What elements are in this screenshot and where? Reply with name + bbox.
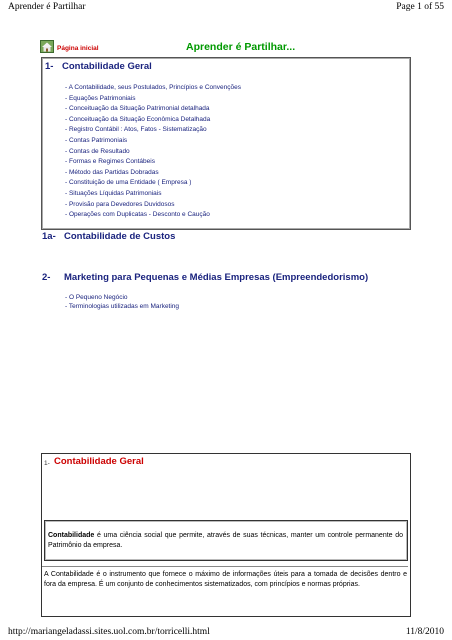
content-section-title: Contabilidade Geral: [54, 456, 144, 467]
content-section-number: 1-: [44, 460, 50, 467]
toc-link[interactable]: - Contas de Resultado: [65, 147, 130, 155]
section-title: Contabilidade de Custos: [64, 231, 176, 242]
print-header-title: Aprender é Partilhar: [8, 2, 86, 12]
section-number: 1a-: [42, 231, 56, 242]
toc-link[interactable]: - A Contabilidade, seus Postulados, Princípios e Convenções: [65, 84, 241, 91]
toc-link[interactable]: - Operações com Duplicatas - Desconto e Caução: [65, 211, 210, 219]
home-link[interactable]: Página inicial: [57, 45, 99, 52]
section-title: Marketing para Pequenas e Médias Empresas (Empreendedorismo): [64, 272, 369, 283]
section-number: 1-: [45, 61, 54, 72]
site-title: Aprender é Partilhar...: [186, 41, 296, 53]
definition-text: [48, 531, 403, 550]
toc-link[interactable]: - Situações Líquidas Patrimoniais: [65, 189, 162, 197]
definition-term: Contabilidade: [48, 532, 95, 539]
toc-link[interactable]: - Constituição de uma Entidade ( Empresa ): [65, 179, 192, 187]
toc-link[interactable]: - Conceituação da Situação Patrimonial detalhada: [65, 105, 210, 113]
toc-link[interactable]: - Formas e Regimes Contábeis: [65, 158, 155, 166]
toc-link[interactable]: - O Pequeno Negócio: [65, 294, 128, 301]
toc-link[interactable]: - Equações Patrimoniais: [65, 94, 136, 102]
definition-body: é uma ciência social que permite, através de suas técnicas, manter um controle permanente do Patrimônio da empresa.: [48, 532, 403, 549]
toc-link[interactable]: - Contas Patrimoniais: [65, 136, 128, 144]
print-header: [8, 2, 444, 12]
toc-link[interactable]: - Conceituação da Situação Econômica Detalhada: [65, 115, 211, 123]
print-footer: [8, 627, 444, 637]
toc-link[interactable]: - Registro Contábil : Atos, Fatos - Sistematização: [65, 126, 207, 134]
print-header-page: Page 1 of 55: [396, 2, 444, 12]
toc-link[interactable]: - Provisão para Devedores Duvidosos: [65, 200, 175, 208]
home-icon[interactable]: [40, 40, 54, 53]
toc-list-2: [65, 294, 179, 311]
print-footer-url: http://mariangeladassi.sites.uol.com.br/torricelli.html: [8, 627, 210, 637]
intro-paragraph: A Contabilidade é o instrumento que fornece o máximo de informações úteis para a tomada de decisões dentro e fora da empresa. É um conjunto de conhecimentos sistematizados, com princípios e normas próprias.: [44, 571, 407, 588]
toc-link[interactable]: - Método das Partidas Dobradas: [65, 168, 159, 176]
section-title: Contabilidade Geral: [62, 61, 152, 72]
toc-list-1: [65, 83, 241, 221]
section-number: 2-: [42, 272, 51, 283]
divider: [42, 566, 408, 567]
nav-bar: [40, 40, 410, 56]
toc-link[interactable]: - Terminologias utilizadas em Marketing: [65, 302, 180, 310]
print-footer-date: 11/8/2010: [405, 627, 444, 637]
